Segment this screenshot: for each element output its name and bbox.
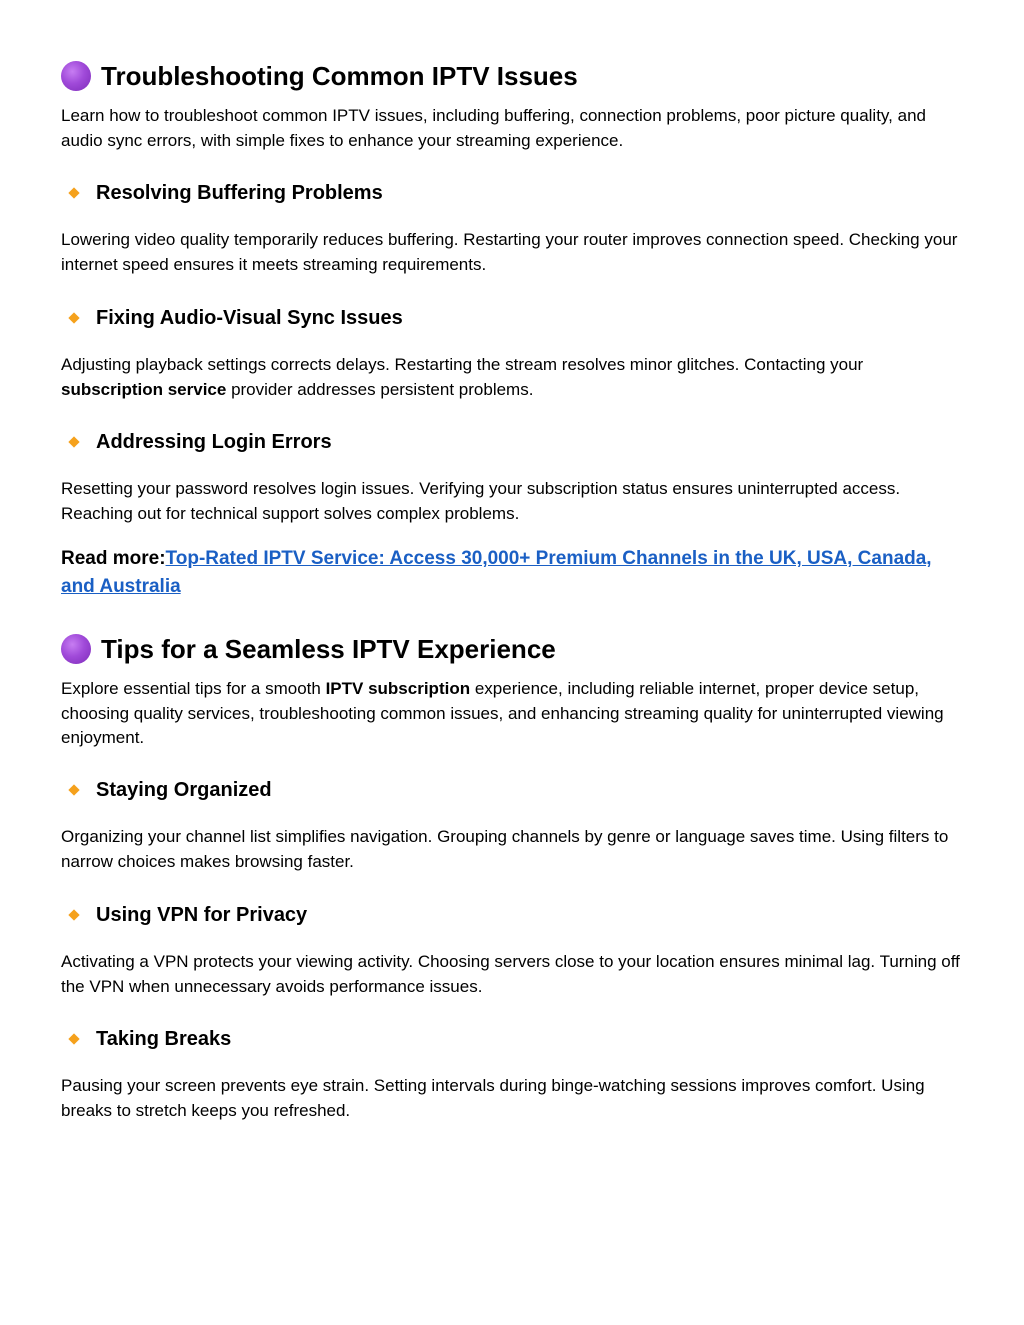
orange-diamond-icon <box>68 312 79 323</box>
paragraph-taking-breaks: Pausing your screen prevents eye strain. Setting intervals during binge-watching sessions improves comfort. Using breaks to stretch keeps you refreshed. <box>61 1076 925 1120</box>
orange-diamond-icon <box>68 909 79 920</box>
subheading-text: Resolving Buffering Problems <box>96 182 383 204</box>
paragraph-staying-organized: Organizing your channel list simplifies navigation. Grouping channels by genre or language saves time. Using filters to narrow choices makes browsing faster. <box>61 827 949 871</box>
section-heading-tips <box>61 633 556 665</box>
section-heading-troubleshooting <box>61 60 578 92</box>
subheading-text: Using VPN for Privacy <box>96 904 308 926</box>
section-intro-paragraph <box>61 677 966 751</box>
paragraph-vpn-privacy: Activating a VPN protects your viewing activity. Choosing servers close to your location ensures minimal lag. Turning off the VPN when unnecessary avoids performance issues. <box>61 952 960 996</box>
paragraph-text: provider addresses persistent problems. <box>226 379 534 399</box>
subheading-taking-breaks <box>67 1026 231 1052</box>
orange-diamond-icon <box>68 784 79 795</box>
paragraph-audio-sync <box>61 353 966 402</box>
paragraph-text: Explore essential tips for a smooth <box>61 679 326 698</box>
section-heading-text: Troubleshooting Common IPTV Issues <box>101 61 578 91</box>
bold-term-iptv-subscription: IPTV subscription <box>325 679 471 698</box>
subheading-text: Fixing Audio-Visual Sync Issues <box>96 307 403 329</box>
subheading-text: Addressing Login Errors <box>96 431 332 453</box>
orange-diamond-icon <box>68 187 79 198</box>
section-heading-text: Tips for a Seamless IPTV Experience <box>101 634 556 664</box>
subheading-text: Taking Breaks <box>96 1028 232 1050</box>
paragraph-login-errors: Resetting your password resolves login issues. Verifying your subscription status ensures uninterrupted access. Reaching out for technical support solves complex problems. <box>61 479 901 523</box>
purple-circle-icon <box>61 634 91 664</box>
subheading-buffering <box>67 180 383 206</box>
paragraph-text: Adjusting playback settings corrects delays. Restarting the stream resolves minor glitches. Contacting your <box>61 355 864 374</box>
purple-circle-icon <box>61 61 91 91</box>
subheading-audio-sync <box>67 305 403 331</box>
section-intro-paragraph: Learn how to troubleshoot common IPTV issues, including buffering, connection problems, poor picture quality, and audio sync errors, with simple fixes to enhance your streaming experience. <box>61 106 926 150</box>
bold-term-subscription-service: subscription service <box>61 379 227 399</box>
subheading-vpn-privacy <box>67 902 307 928</box>
read-more-label: Read more: <box>61 548 166 569</box>
read-more <box>61 545 966 601</box>
read-more-link[interactable]: Top-Rated IPTV Service: Access 30,000+ Premium Channels in the UK, USA, Canada, and Australia <box>61 548 932 597</box>
paragraph-buffering: Lowering video quality temporarily reduces buffering. Restarting your router improves connection speed. Checking your internet speed ensures it meets streaming requirements. <box>61 230 958 274</box>
paragraph-text: experience, including reliable internet, proper device setup, choosing quality services, troubleshooting common issues, and enhancing streaming quality for uninterrupted viewing enjoyment. <box>61 679 944 747</box>
orange-diamond-icon <box>68 1033 79 1044</box>
orange-diamond-icon <box>68 436 79 447</box>
subheading-text: Staying Organized <box>96 779 272 801</box>
subheading-login-errors <box>67 429 332 455</box>
subheading-staying-organized <box>67 777 272 803</box>
